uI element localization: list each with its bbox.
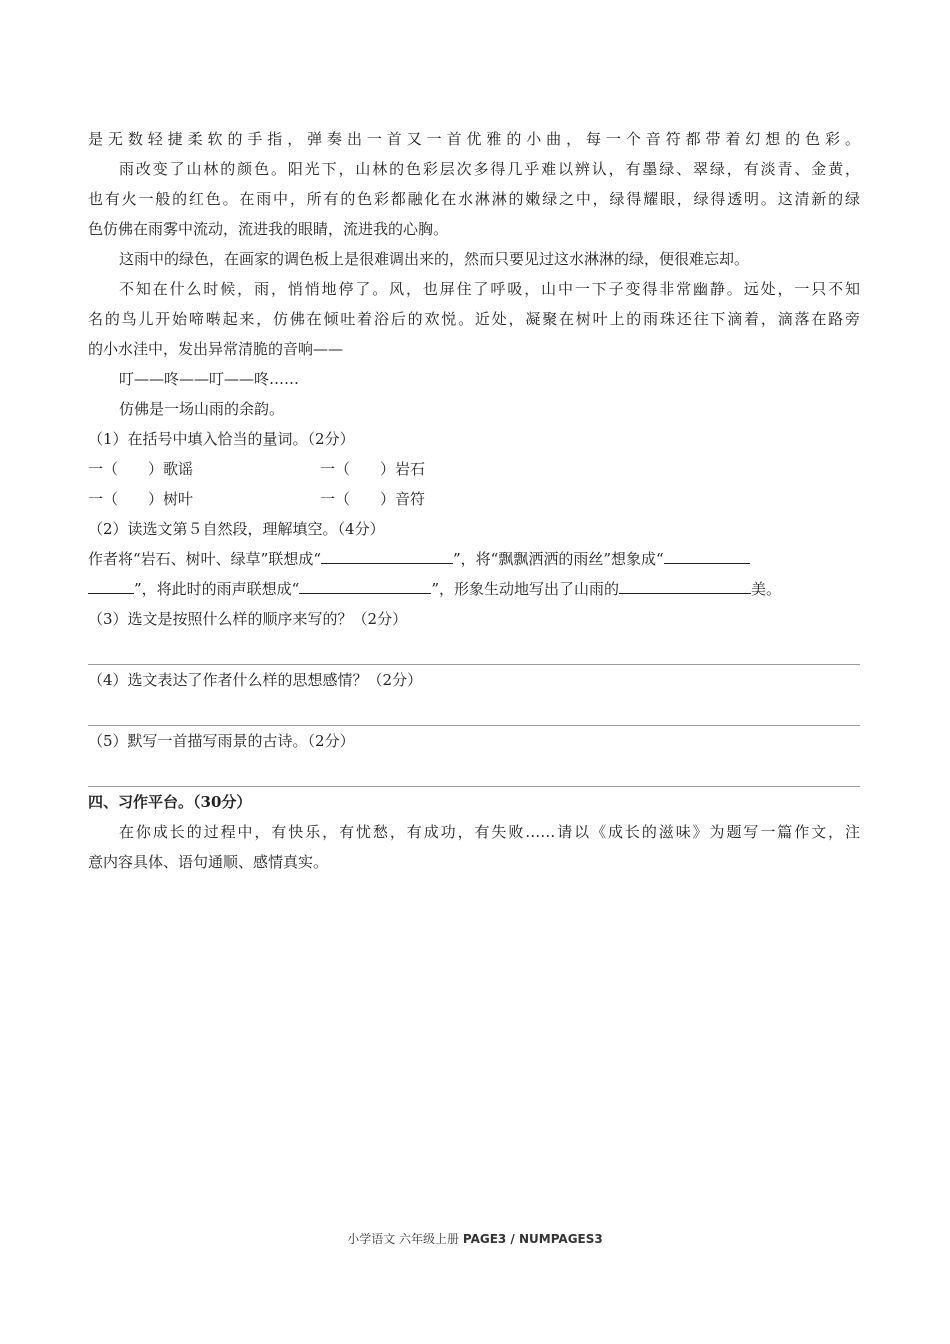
passage-line: 不知在什么时候，雨，悄悄地停了。风，也屏住了呼吸，山中一下子变得非常幽静。远处，一只不知 bbox=[119, 280, 860, 298]
question-5: （5）默写一首描写雨景的古诗。（2分） bbox=[88, 732, 355, 750]
passage-line: 是无数轻捷柔软的手指，弹奏出一首又一首优雅的小曲，每一个音符都带着幻想的色彩。 bbox=[88, 130, 860, 148]
answer-line[interactable] bbox=[88, 695, 860, 726]
measure-word-item: 一（ ）岩石 bbox=[320, 460, 426, 478]
passage-line: 名的鸟儿开始啼啭起来，仿佛在倾吐着浴后的欢悦。近处，凝聚在树叶上的雨珠还往下滴着，滴落在路旁 bbox=[88, 310, 860, 328]
passage-line: 色仿佛在雨雾中流动，流进我的眼睛，流进我的心胸。 bbox=[88, 220, 449, 238]
measure-word-row bbox=[88, 484, 860, 514]
answer-blank[interactable] bbox=[619, 576, 751, 594]
fill-text: ”，将“飘飘洒洒的雨丝”想象成“ bbox=[453, 550, 664, 568]
answer-blank[interactable] bbox=[664, 546, 750, 564]
answer-line[interactable] bbox=[88, 756, 860, 787]
writing-prompt-line: 在你成长的过程中，有快乐，有忧愁，有成功，有失败……请以《成长的滋味》为题写一篇作文，注 bbox=[119, 823, 860, 841]
exam-page bbox=[88, 124, 860, 877]
question-3: （3）选文是按照什么样的顺序来写的？（2分） bbox=[88, 610, 408, 628]
page-number: PAGE3 / NUMPAGES3 bbox=[462, 1232, 603, 1246]
measure-word-item: 一（ ）歌谣 bbox=[88, 460, 194, 478]
measure-word-row bbox=[88, 454, 860, 484]
fill-text: 作者将“岩石、树叶、绿草”联想成“ bbox=[88, 550, 322, 568]
fill-text: 美。 bbox=[751, 580, 782, 598]
fill-blank-line bbox=[88, 544, 860, 574]
passage-line: 的小水洼中，发出异常清脆的音响—— bbox=[88, 340, 344, 358]
writing-prompt-line: 意内容具体、语句通顺、感情真实。 bbox=[88, 853, 329, 871]
passage-line: 雨改变了山林的颜色。阳光下，山林的色彩层次多得几乎难以辨认，有墨绿、翠绿，有淡青、金黄， bbox=[119, 160, 860, 178]
answer-blank[interactable] bbox=[299, 576, 431, 594]
passage-line: 这雨中的绿色，在画家的调色板上是很难调出来的，然而只要见过这水淋淋的绿，便很难忘却。 bbox=[119, 250, 750, 268]
question-4: （4）选文表达了作者什么样的思想感情？（2分） bbox=[88, 671, 423, 689]
answer-line[interactable] bbox=[88, 634, 860, 665]
fill-blank-line bbox=[88, 574, 860, 604]
measure-word-item: 一（ ）音符 bbox=[320, 490, 426, 508]
answer-blank[interactable] bbox=[321, 546, 453, 564]
passage-line: 仿佛是一场山雨的余韵。 bbox=[119, 400, 285, 418]
answer-blank[interactable] bbox=[88, 576, 134, 594]
page-footer bbox=[0, 1230, 950, 1247]
passage-line: 叮——咚——叮——咚…… bbox=[119, 370, 300, 388]
footer-text: 小学语文 六年级上册 bbox=[347, 1232, 463, 1246]
passage-line: 也有火一般的红色。在雨中，所有的色彩都融化在水淋淋的嫩绿之中，绿得耀眼，绿得透明。这清新的绿 bbox=[88, 190, 860, 208]
section-heading: 四、习作平台。（30分） bbox=[88, 793, 252, 811]
question-1: （1）在括号中填入恰当的量词。（2分） bbox=[88, 430, 355, 448]
fill-text: ”，形象生动地写出了山雨的 bbox=[431, 580, 620, 598]
measure-word-item: 一（ ）树叶 bbox=[88, 490, 194, 508]
question-2: （2）读选文第５自然段，理解填空。（4分） bbox=[88, 520, 385, 538]
fill-text: ”，将此时的雨声联想成“ bbox=[134, 580, 300, 598]
